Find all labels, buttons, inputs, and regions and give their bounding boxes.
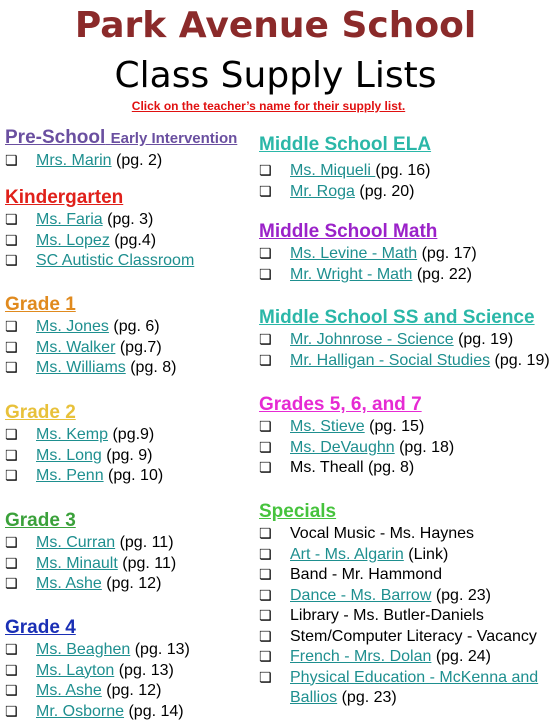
checkbox-bullet-icon: ❏ [5, 319, 18, 335]
checkbox-bullet-icon: ❏ [5, 153, 18, 169]
page-reference: (pg. 16) [375, 162, 431, 179]
page-reference: (pg. 17) [417, 245, 477, 262]
section-heading [5, 401, 163, 425]
page-reference: (pg. 11) [117, 554, 177, 572]
list-item [259, 458, 454, 479]
page-reference: (pg. 19) [453, 331, 514, 348]
section-specials [259, 500, 551, 709]
teacher-list [5, 317, 176, 379]
teacher-link[interactable]: Art - Ms. Algarin [290, 545, 404, 563]
checkbox-bullet-icon: ❏ [259, 460, 272, 476]
section-title: Grades 5, 6, and 7 [259, 394, 422, 415]
teacher-name: Ms. Theall (pg. 8) [290, 459, 415, 476]
list-item [5, 446, 163, 467]
page-reference: (pg. 13) [114, 661, 174, 679]
page-reference: (pg. 15) [364, 418, 425, 435]
checkbox-bullet-icon: ❏ [5, 683, 18, 699]
checkbox-bullet-icon: ❏ [259, 587, 272, 604]
checkbox-bullet-icon: ❏ [5, 212, 18, 228]
page-reference: (pg.9) [108, 426, 155, 443]
section-grade2 [5, 401, 163, 487]
teacher-list [259, 161, 431, 202]
list-item [5, 338, 176, 359]
section-heading [259, 500, 551, 524]
list-item [5, 425, 163, 446]
list-item [5, 251, 194, 272]
section-title: Middle School SS and Science [259, 307, 535, 328]
teacher-list [259, 417, 454, 479]
teacher-list [5, 425, 163, 487]
checkbox-bullet-icon: ❏ [259, 608, 272, 624]
page-reference: (pg.7) [115, 338, 162, 356]
page-reference: (pg. 2) [111, 152, 163, 169]
teacher-link[interactable]: SC Autistic Classroom [36, 252, 195, 269]
teacher-link[interactable]: Ms. Lopez [36, 231, 110, 249]
teacher-link[interactable]: French - Mrs. Dolan [290, 648, 432, 665]
page-reference: (pg. 22) [412, 265, 472, 283]
page-reference: (pg. 19) [490, 351, 550, 369]
page-reference: (pg. 13) [130, 641, 190, 658]
section-title: Specials [259, 501, 337, 522]
list-item [259, 647, 551, 668]
teacher-link[interactable]: Ms. Stieve [290, 418, 365, 435]
teacher-link[interactable]: Ms. Faria [36, 211, 103, 228]
list-item [259, 182, 431, 203]
page-reference: (Link) [403, 545, 449, 563]
page-reference: (pg. 8) [125, 359, 177, 376]
list-item [259, 565, 551, 586]
checkbox-bullet-icon: ❏ [5, 232, 18, 249]
section-grade4 [5, 616, 190, 722]
list-item [5, 640, 190, 661]
page-title: Class Supply Lists [114, 55, 437, 96]
list-item [5, 151, 237, 172]
checkbox-bullet-icon: ❏ [5, 662, 18, 679]
section-subtitle: Early Intervention [110, 130, 238, 147]
list-item [5, 533, 176, 554]
section-title: Grade 4 [5, 617, 76, 638]
section-title: Grade 2 [5, 402, 76, 423]
list-item [5, 231, 194, 252]
section-title: Middle School ELA [259, 134, 432, 155]
page-reference: (pg. 11) [115, 534, 174, 551]
section-heading [5, 509, 176, 533]
section-heading [259, 393, 454, 417]
section-grades567 [259, 393, 454, 479]
teacher-link[interactable]: Mrs. Marin [36, 152, 112, 169]
list-item [259, 244, 477, 265]
page-reference: (pg. 24) [431, 648, 491, 665]
checkbox-bullet-icon: ❏ [5, 535, 18, 551]
checkbox-bullet-icon: ❏ [5, 253, 18, 269]
teacher-link[interactable]: Mr. Wright - Math [290, 265, 413, 283]
section-ms-math [259, 220, 477, 285]
list-item [259, 438, 454, 459]
section-heading [259, 220, 477, 244]
teacher-name: Vocal Music - Ms. Haynes [290, 525, 475, 542]
checkbox-bullet-icon: ❏ [259, 332, 272, 348]
page-reference: (pg. 9) [101, 446, 153, 464]
list-item [259, 524, 551, 545]
teacher-link[interactable]: Ms. Levine - Math [290, 245, 418, 262]
list-item [5, 681, 190, 702]
page-reference: (pg. 12) [101, 575, 162, 592]
teacher-list [259, 330, 550, 371]
section-heading [5, 186, 194, 210]
teacher-link[interactable]: Ms. Beaghen [36, 641, 131, 658]
page-reference: (pg. 14) [124, 702, 184, 720]
instruction-note: Click on the teacher’s name for their supply list. [131, 99, 406, 113]
teacher-link[interactable]: Dance - Ms. Barrow [290, 586, 432, 604]
checkbox-bullet-icon: ❏ [259, 439, 272, 456]
section-title: Grade 1 [5, 294, 76, 315]
checkbox-bullet-icon: ❏ [259, 163, 272, 179]
section-heading [5, 293, 176, 317]
checkbox-bullet-icon: ❏ [259, 567, 272, 583]
teacher-name: Stem/Computer Literacy - Vacancy [290, 627, 537, 645]
checkbox-bullet-icon: ❏ [259, 669, 272, 686]
checkbox-bullet-icon: ❏ [5, 576, 18, 592]
teacher-link[interactable]: Ms. Penn [36, 467, 104, 484]
list-item [5, 661, 190, 682]
checkbox-bullet-icon: ❏ [5, 703, 18, 720]
list-item [259, 627, 551, 648]
page-reference: (pg. 18) [394, 438, 455, 456]
teacher-link[interactable]: Mr. Roga [290, 182, 355, 200]
teacher-link[interactable]: Ms. Ashe [36, 682, 102, 699]
teacher-link[interactable]: Ms. Ashe [36, 575, 102, 592]
teacher-name: Library - Ms. Butler-Daniels [290, 607, 484, 624]
page-reference: (pg. 23) [431, 586, 491, 604]
teacher-list [5, 210, 194, 272]
page-reference: (pg. 23) [337, 689, 397, 706]
section-title: Middle School Math [259, 221, 438, 242]
teacher-link[interactable]: Mr. Halligan - Social Studies [290, 351, 491, 369]
list-item [259, 330, 550, 351]
section-preschool [5, 126, 237, 172]
teacher-link[interactable]: Ms. Kemp [36, 426, 109, 443]
checkbox-bullet-icon: ❏ [259, 246, 272, 262]
teacher-link[interactable]: Ms. Curran [36, 534, 116, 551]
section-grade3 [5, 509, 176, 595]
teacher-list [5, 151, 237, 172]
teacher-list [259, 244, 477, 285]
school-name: Park Avenue School [74, 5, 477, 46]
list-item [259, 351, 550, 372]
section-heading [259, 133, 431, 157]
teacher-link[interactable]: Ms. Jones [36, 318, 109, 335]
list-item [5, 702, 190, 723]
checkbox-bullet-icon: ❏ [5, 339, 18, 356]
teacher-link[interactable]: Ms. Layton [36, 661, 115, 679]
section-title: Grade 3 [5, 510, 76, 531]
list-item [259, 417, 454, 438]
page-reference: (pg. 3) [102, 211, 154, 228]
section-heading [5, 126, 237, 151]
section-title: Pre-School [5, 127, 106, 148]
checkbox-bullet-icon: ❏ [259, 628, 272, 645]
list-item [259, 161, 431, 182]
teacher-list [259, 524, 551, 709]
checkbox-bullet-icon: ❏ [5, 468, 18, 484]
teacher-link[interactable]: Ms. DeVaughn [290, 438, 395, 456]
checkbox-bullet-icon: ❏ [5, 642, 18, 658]
list-item [5, 466, 163, 487]
teacher-link[interactable]: Ms. Minault [36, 554, 118, 572]
list-item [5, 210, 194, 231]
list-item [259, 606, 551, 627]
list-item [259, 668, 551, 709]
page-reference: (pg. 6) [108, 318, 160, 335]
checkbox-bullet-icon: ❏ [259, 526, 272, 542]
list-item [5, 554, 176, 575]
teacher-link[interactable]: Mr. Osborne [36, 702, 125, 720]
list-item [5, 358, 176, 379]
page-reference: (pg. 20) [354, 182, 415, 200]
list-item [259, 265, 477, 286]
checkbox-bullet-icon: ❏ [5, 447, 18, 464]
teacher-name: Band - Mr. Hammond [290, 566, 443, 583]
page-reference: (pg. 12) [101, 682, 162, 699]
checkbox-bullet-icon: ❏ [259, 183, 272, 200]
teacher-list [5, 533, 176, 595]
list-item [259, 545, 551, 566]
checkbox-bullet-icon: ❏ [259, 419, 272, 435]
section-title: Kindergarten [5, 187, 124, 208]
section-heading [5, 616, 190, 640]
teacher-link[interactable]: Ms. Walker [36, 338, 116, 356]
teacher-link[interactable]: Physical Education - McKenna and Ballios [290, 668, 539, 706]
page-reference: (pg.4) [109, 231, 157, 249]
teacher-link[interactable]: Mr. Johnrose - Science [290, 331, 454, 348]
teacher-link[interactable]: Ms. Williams [36, 359, 126, 376]
checkbox-bullet-icon: ❏ [259, 352, 272, 369]
section-heading [259, 306, 550, 330]
teacher-link[interactable]: Ms. Long [36, 446, 102, 464]
teacher-list [5, 640, 190, 722]
page-reference: (pg. 10) [103, 467, 164, 484]
section-ms-ss [259, 306, 550, 371]
checkbox-bullet-icon: ❏ [259, 649, 272, 665]
list-item [5, 574, 176, 595]
list-item [259, 586, 551, 607]
checkbox-bullet-icon: ❏ [5, 555, 18, 572]
section-ms-ela [259, 133, 431, 202]
section-kindergarten [5, 186, 194, 272]
checkbox-bullet-icon: ❏ [259, 546, 272, 563]
teacher-link[interactable]: Ms. Miqueli [290, 162, 376, 179]
checkbox-bullet-icon: ❏ [5, 427, 18, 443]
section-grade1 [5, 293, 176, 379]
checkbox-bullet-icon: ❏ [5, 360, 18, 376]
list-item [5, 317, 176, 338]
checkbox-bullet-icon: ❏ [259, 266, 272, 283]
